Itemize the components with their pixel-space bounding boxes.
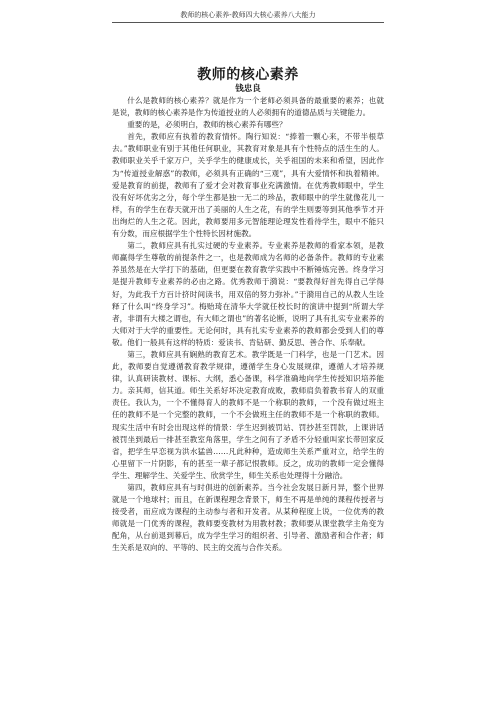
document-author: 钱忠良	[235, 84, 261, 94]
paragraph: 重要的是，必须明白，教师的核心素养有哪些？	[127, 120, 287, 130]
paragraph: 首先，教师应有执着的教育情怀。陶行知说：“捧着一颗心来，不带半根草去。”教师职业有别于其他任何职业，其教育对象是具有个性特点的活生生的人。教师职业关乎千家万户，关乎学生的健康成长，关乎祖国的未来和希望，因此作为“传道授业解惑”的教师，必须具有正确的“三观”，具有大爱情怀和执着精神。爱是教育的前提，教师有了爱才会对教育事业充满激情。在优秀教师眼中，学生没有好坏优劣之分，每个学生都是独一无二的珍品，教师眼中的学生就像花儿一样，有的学生在春天就开出了美丽的人生之花，有的学生则要等到其他季节才开出绚烂的人生之花。因此，教师要用多元智能理论理发性看待学生，眼中不能只有分数，而应根据学生个性特长因材施教。	[112, 132, 384, 239]
document-title: 教师的核心素养	[197, 67, 299, 83]
paragraph: 什么是教师的核心素养？就是作为一个老师必须具备的最重要的素养；也就是说，教师的核心素养是作为传道授业的人必须拥有的道德品质与关键能力。	[112, 96, 384, 118]
paragraph: 第四，教师应具有与时俱进的创新素养。当今社会发展日新月异，整个世界就是一个地球村；而且，在新课程理念背景下，师生不再是单纯的课程传授者与接受者，而应成为课程的主动参与者和开发者。从某种程度上说，一位优秀的教师就是一门优秀的课程，教师要变教材为用教材教；教师要从课堂教学主角变为配角，从台前退到幕后，成为学生学习的组织者、引导者、激励者和合作者；师生关系是双向的、平等的、民主的交流与合作关系。	[112, 483, 384, 553]
paragraph: 第二，教师应具有扎实过硬的专业素养。专业素养是教师的看家本领，是教师赢得学生尊敬的前提条件之一，也是教师成为名师的必备条件。教师的专业素养虽然是在大学打下的基础，但更要在教育教学实践中不断锤炼完善。终身学习是提升教师专业素养的必由之路。优秀教师于漪说：“要教得好首先得自己学得好，为此我千方百计挤时间读书，用双倍的努力弥补。”于漪用自己的从教人生诠释了什么叫“终身学习”。梅贻琦在清华大学就任校长时的演讲中提到“所谓大学者，非谓有大楼之谓也，有大师之谓也”的著名论断，说明了具有扎实专业素养的大师对于大学的重要性。无论何时，具有扎实专业素养的教师都会受到人们的尊敬。他们一般具有这样的特质：爱读书、肯钻研、勤反思、善合作、乐奉献。	[112, 241, 384, 347]
paragraph: 第三，教师应具有娴熟的教育艺术。教学既是一门科学，也是一门艺术。因此，教师要自觉遵循教育教学规律，遵循学生身心发展规律，遵循人才培养规律，认真研读教材、课标、大纲，悉心备课，科学准确地向学生传授知识培养能力。亲其师，信其道。师生关系好坏决定教育成败，教师肩负着教书育人的双重责任。我认为，一个不懂得育人的教师不是一个称职的教师，一个没有做过班主任的教师不是一个完整的教师，一个不会做班主任的教师不是一个称职的教师。现实生活中有时会出现这样的情景：学生迟到被罚站、罚抄甚至罚款，上课讲话被罚坐到最后一排甚至教室角落里，学生之间有了矛盾不分轻重叫家长带回家反省，把学生早恋视为洪水猛兽……凡此种种，造成师生关系严重对立，给学生的心里留下一片阴影，有的甚至一辈子都记恨教师。反之，成功的教师一定会懂得学生、理解学生、关爱学生、欣赏学生，师生关系也处理得十分融洽。	[112, 349, 384, 480]
page-header: 教师的核心素养-教师四大核心素养八大能力	[180, 11, 316, 19]
header-divider	[112, 22, 384, 23]
document-body	[112, 95, 384, 555]
